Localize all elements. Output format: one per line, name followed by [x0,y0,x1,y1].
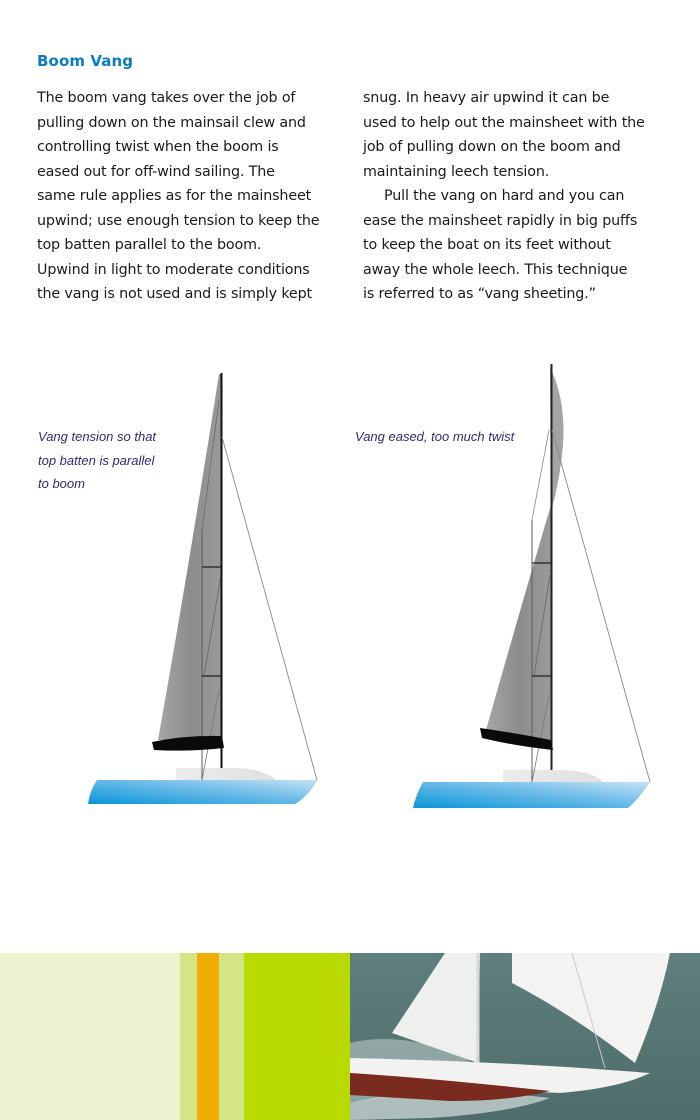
band-stripe-orange [197,953,219,1120]
text-line: top batten parallel to the boom. [37,237,262,253]
section-heading: Boom Vang [37,52,134,70]
mainsail-icon [486,505,551,742]
text-line: the vang is not used and is simply kept [37,286,312,302]
text-line: job of pulling down on the boom and [363,139,621,155]
text-line: used to help out the mainsheet with the [363,114,645,131]
forestay-icon [552,430,650,782]
band-stripe-cream [0,953,180,1120]
mainsail-icon [158,374,221,740]
caption-line: top batten is parallel [38,452,155,468]
text-line: same rule applies as for the mainsheet [37,188,312,204]
text-line: eased out for off-wind sailing. The [37,163,275,180]
text-line: pulling down on the mainsail clew and [37,114,306,131]
forestay-icon [222,437,317,780]
text-line: is referred to as “vang sheeting.” [363,286,596,302]
caption-line: to boom [38,476,85,491]
sailboat-diagram-tensioned [88,373,318,804]
text-line: ease the mainsheet rapidly in big puffs [363,212,638,229]
text-line: controlling twist when the boom is [37,139,279,155]
sailboat-diagram-eased [413,364,650,808]
band-stripe-green [244,953,350,1120]
text-line: upwind; use enough tension to keep the [37,212,320,229]
text-line: snug. In heavy air upwind it can be [363,90,610,106]
text-line-paragraph-start: Pull the vang on hard and you can [384,188,625,204]
sailboat-racing-photo [350,953,700,1120]
band-stripe-light-green [180,953,197,1120]
caption-line: Vang tension so that [38,429,157,444]
band-stripe-light-green [219,953,244,1120]
hull-icon [413,782,650,808]
text-line: The boom vang takes over the job of [37,90,296,106]
text-line: Upwind in light to moderate conditions [37,261,310,278]
cabin-icon [503,770,603,782]
text-line: maintaining leech tension. [363,163,550,180]
caption-line: Vang eased, too much twist [355,429,515,444]
cabin-icon [176,768,276,780]
text-line: to keep the boat on its feet without [363,237,611,253]
text-line: away the whole leech. This technique [363,261,628,278]
hull-icon [88,780,318,804]
